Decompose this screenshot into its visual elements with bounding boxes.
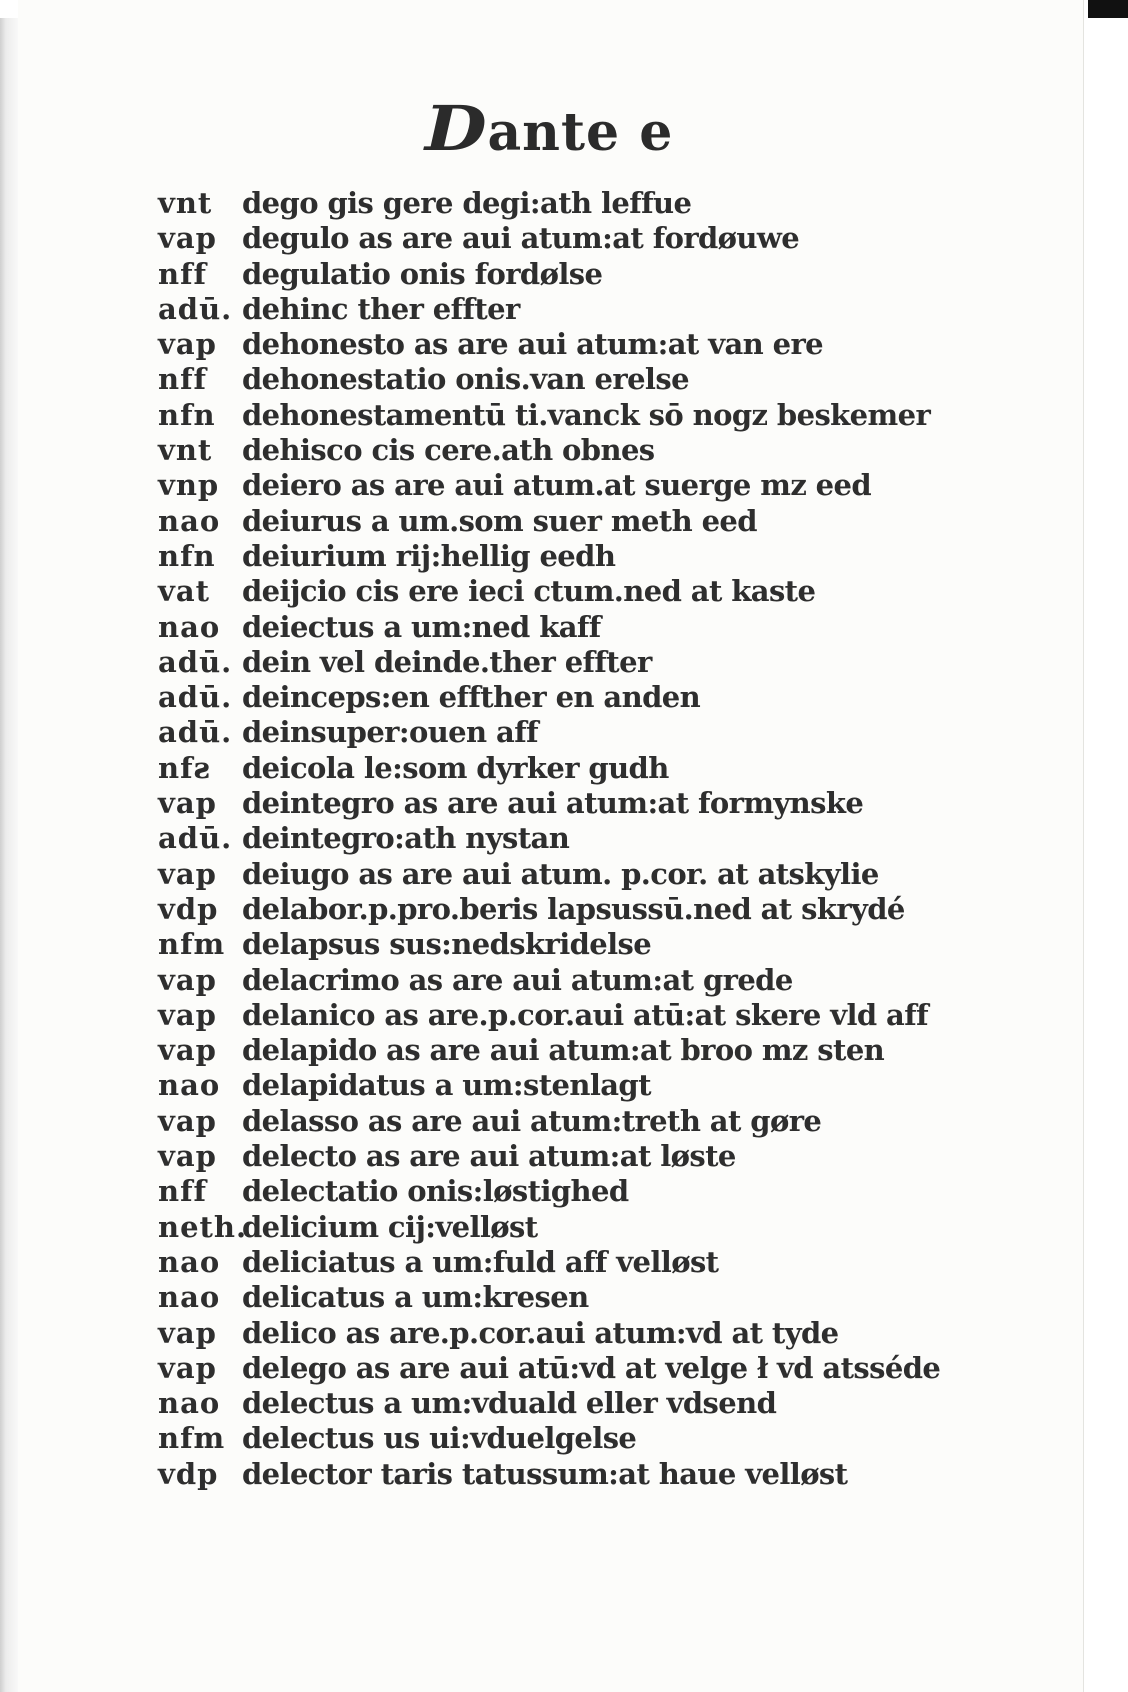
- entry-definition: deijcio cis ere ieci ctum.ned at kaste: [242, 574, 816, 609]
- document-page: [18, 0, 1084, 1692]
- entry-definition: delector taris tatussum:at haue velløst: [242, 1456, 848, 1491]
- dictionary-entry: [158, 1316, 1058, 1351]
- dictionary-entry: [158, 786, 1058, 821]
- dictionary-entry: [158, 257, 1058, 292]
- entry-definition: delectatio onis:løstighed: [242, 1174, 629, 1209]
- entry-definition: deintegro:ath nystan: [242, 821, 570, 856]
- entry-definition: deinceps:en effther en anden: [242, 680, 701, 715]
- grammar-code: adū.: [158, 821, 233, 856]
- entry-definition: delapido as are aui atum:at broo mz sten: [242, 1033, 885, 1068]
- grammar-code: adū.: [158, 715, 233, 750]
- dictionary-entry: [158, 433, 1058, 468]
- grammar-code: nfn: [158, 538, 216, 573]
- grammar-code: vnt: [158, 433, 213, 468]
- entry-definition: degulo as are aui atum:at fordøuwe: [242, 221, 800, 256]
- entry-definition: dehonesto as are aui atum:at van ere: [242, 327, 824, 362]
- dictionary-entry: [158, 1351, 1058, 1386]
- dictionary-entry: [158, 574, 1058, 609]
- entry-definition: deliciatus a um:fuld aff velløst: [242, 1244, 719, 1279]
- entry-definition: dehonestamentū ti.vanck sō nogz beskemer: [242, 397, 931, 432]
- grammar-code: vap: [158, 1033, 217, 1068]
- grammar-code: nff: [158, 362, 208, 397]
- entry-definition: dego gis gere degi:ath leffue: [242, 186, 692, 220]
- dictionary-entry: [158, 751, 1058, 786]
- dictionary-entry: [158, 1068, 1058, 1103]
- entry-definition: delego as are aui atū:vd at velge ł vd atsséde: [242, 1350, 941, 1385]
- entry-definition: delapsus sus:nedskridelse: [242, 927, 652, 962]
- scan-corner-shadow: [1088, 0, 1128, 18]
- entry-definition: delectus us ui:vduelgelse: [242, 1421, 637, 1456]
- scan-left-edge: [0, 18, 20, 1692]
- grammar-code: nao: [158, 609, 221, 644]
- dictionary-entry: [158, 998, 1058, 1033]
- dictionary-entry: [158, 715, 1058, 750]
- grammar-code: vap: [158, 221, 217, 256]
- grammar-code: vap: [158, 856, 217, 891]
- dictionary-entry: [158, 221, 1058, 256]
- grammar-code: vnt: [158, 186, 213, 220]
- entry-definition: deiectus a um:ned kaff: [242, 609, 601, 644]
- grammar-code: vap: [158, 1103, 217, 1138]
- dictionary-entry: [158, 1104, 1058, 1139]
- grammar-code: nao: [158, 1386, 221, 1421]
- grammar-code: adū.: [158, 291, 233, 326]
- dictionary-entry: [158, 645, 1058, 680]
- grammar-code: adū.: [158, 644, 233, 679]
- entry-definition: delicatus a um:kresen: [242, 1280, 589, 1315]
- dictionary-entry: [158, 1210, 1058, 1245]
- dictionary-entry-list: [158, 186, 1058, 1492]
- entry-definition: deiero as are aui atum.at suerge mz eed: [242, 468, 872, 503]
- dictionary-entry: [158, 468, 1058, 503]
- dictionary-entry: [158, 504, 1058, 539]
- entry-definition: delacrimo as are aui atum:at grede: [242, 962, 793, 997]
- grammar-code: vat: [158, 574, 211, 609]
- entry-definition: deicola le:som dyrker gudh: [242, 750, 669, 785]
- entry-definition: dehisco cis cere.ath obnes: [242, 433, 655, 468]
- grammar-code: vap: [158, 1139, 217, 1174]
- dictionary-entry: [158, 327, 1058, 362]
- dictionary-entry: [158, 1245, 1058, 1280]
- entry-definition: deiugo as are aui atum. p.cor. at atskylie: [242, 856, 879, 891]
- entry-definition: delecto as are aui atum:at løste: [242, 1139, 736, 1174]
- entry-definition: delasso as are aui atum:treth at gøre: [242, 1103, 822, 1138]
- dictionary-entry: [158, 927, 1058, 962]
- grammar-code: vap: [158, 997, 217, 1032]
- entry-definition: delico as are.p.cor.aui atum:vd at tyde: [242, 1315, 839, 1350]
- grammar-code: vap: [158, 1315, 217, 1350]
- entry-definition: delabor.p.pro.beris lapsussū.ned at skrydé: [242, 891, 905, 926]
- page-header: [18, 92, 1084, 165]
- grammar-code: nff: [158, 1174, 208, 1209]
- grammar-code: nfm: [158, 1421, 226, 1456]
- grammar-code: adū.: [158, 680, 233, 715]
- grammar-code: vap: [158, 962, 217, 997]
- header-text: ante e: [487, 102, 674, 163]
- grammar-code: vnp: [158, 468, 220, 503]
- dictionary-entry: [158, 1457, 1058, 1492]
- grammar-code: nfm: [158, 927, 226, 962]
- entry-definition: delapidatus a um:stenlagt: [242, 1068, 651, 1103]
- entry-definition: delanico as are.p.cor.aui atū:at skere vld aff: [242, 997, 928, 1032]
- dictionary-entry: [158, 186, 1058, 221]
- entry-definition: dehonestatio onis.van erelse: [242, 362, 689, 397]
- grammar-code: nao: [158, 503, 221, 538]
- dictionary-entry: [158, 1174, 1058, 1209]
- grammar-code: vap: [158, 327, 217, 362]
- entry-definition: dehinc ther effter: [242, 291, 520, 326]
- grammar-code: nfƨ: [158, 750, 211, 785]
- entry-definition: deiurium rij:hellig eedh: [242, 538, 616, 573]
- entry-definition: deintegro as are aui atum:at formynske: [242, 786, 864, 821]
- dictionary-entry: [158, 821, 1058, 856]
- grammar-code: nao: [158, 1244, 221, 1279]
- entry-definition: delectus a um:vduald eller vdsend: [242, 1386, 777, 1421]
- grammar-code: nff: [158, 256, 208, 291]
- grammar-code: neth.: [158, 1209, 248, 1244]
- entry-definition: degulatio onis fordølse: [242, 256, 603, 291]
- grammar-code: vap: [158, 786, 217, 821]
- dictionary-entry: [158, 292, 1058, 327]
- dictionary-entry: [158, 539, 1058, 574]
- dictionary-entry: [158, 680, 1058, 715]
- entry-definition: delicium cij:velløst: [242, 1209, 538, 1244]
- dictionary-entry: [158, 1139, 1058, 1174]
- grammar-code: vap: [158, 1350, 217, 1385]
- grammar-code: nao: [158, 1280, 221, 1315]
- grammar-code: nao: [158, 1068, 221, 1103]
- dictionary-entry: [158, 1033, 1058, 1068]
- dictionary-entry: [158, 398, 1058, 433]
- entry-definition: deiurus a um.som suer meth eed: [242, 503, 757, 538]
- grammar-code: vdp: [158, 1456, 219, 1491]
- entry-definition: deinsuper:ouen aff: [242, 715, 538, 750]
- dictionary-entry: [158, 1280, 1058, 1315]
- dictionary-entry: [158, 610, 1058, 645]
- dictionary-entry: [158, 1421, 1058, 1456]
- dictionary-entry: [158, 963, 1058, 998]
- grammar-code: vdp: [158, 891, 219, 926]
- dictionary-entry: [158, 857, 1058, 892]
- header-initial: D: [424, 92, 488, 165]
- grammar-code: nfn: [158, 397, 216, 432]
- dictionary-entry: [158, 1386, 1058, 1421]
- entry-definition: dein vel deinde.ther effter: [242, 644, 652, 679]
- dictionary-entry: [158, 892, 1058, 927]
- dictionary-entry: [158, 362, 1058, 397]
